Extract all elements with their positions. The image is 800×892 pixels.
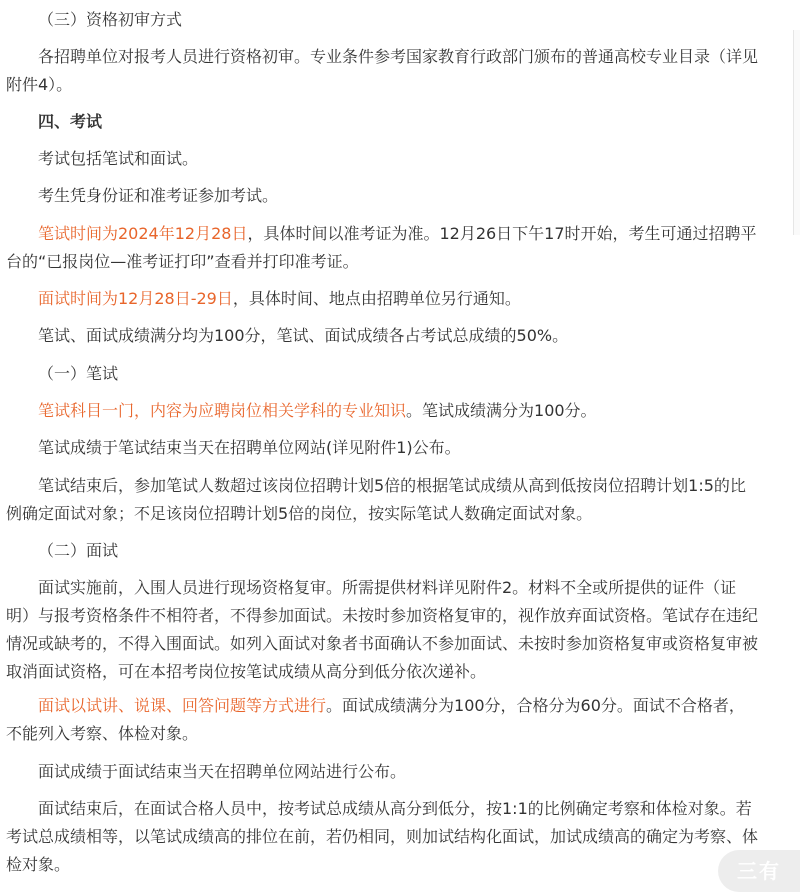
paragraph: 面试结束后，在面试合格人员中，按考试总成绩从高分到低分，按1:1的比例确定考察和体检对象。若考试总成绩相等，以笔试成绩高的排位在前，若仍相同，则加试结构化面试，加试成绩高的确定为考察、体检对象。: [6, 799, 759, 874]
paragraph: 笔试、面试成绩满分均为100分，笔试、面试成绩各占考试总成绩的50%。: [38, 326, 569, 345]
section-heading-written: （一）笔试: [38, 364, 119, 383]
section-heading-interview: （二）面试: [38, 541, 119, 560]
paragraph-written-time: 笔试时间为2024年12月28日，具体时间以准考证为准。12月26日下午17时开始，考生可通过招聘平台的“已报岗位—准考证打印”查看并打印准考证。: [6, 224, 757, 271]
paragraph-interview-time: 面试时间为12月28日-29日，具体时间、地点由招聘单位另行通知。: [38, 289, 521, 308]
section-heading-exam: 四、考试: [38, 112, 103, 131]
paragraph: 考试包括笔试和面试。: [38, 149, 199, 168]
watermark-logo: 三有: [718, 850, 800, 892]
highlight-text: 面试时间为12月28日-29日: [38, 289, 233, 308]
highlight-text: 笔试时间为2024年12月28日: [38, 224, 248, 243]
highlight-text: 面试以试讲、说课、回答问题等方式进行: [38, 696, 327, 715]
paragraph: 面试实施前，入围人员进行现场资格复审。所需提供材料详见附件2。材料不全或所提供的证件（证明）与报考资格条件不相符者，不得参加面试。未按时参加资格复审的，视作放弃面试资格。笔试存在违纪情况或缺考的，不得入围面试。如列入面试对象者书面确认不参加面试、未按时参加资格复审或资格复审被取消面试资格，可在本招考岗位按笔试成绩从高分到低分依次递补。: [6, 578, 759, 681]
paragraph-interview-format: 面试以试讲、说课、回答问题等方式进行。面试成绩满分为100分，合格分为60分。面试不合格者，不能列入考察、体检对象。: [6, 696, 745, 743]
paragraph: 笔试成绩于笔试结束当天在招聘单位网站(详见附件1)公布。: [38, 438, 461, 457]
paragraph-written-subject: 笔试科目一门，内容为应聘岗位相关学科的专业知识。笔试成绩满分为100分。: [38, 401, 597, 420]
section-heading-3: （三）资格初审方式: [38, 10, 183, 29]
paragraph: 各招聘单位对报考人员进行资格初审。专业条件参考国家教育行政部门颁布的普通高校专业目录（详见附件4）。: [6, 47, 759, 94]
scrollbar[interactable]: [793, 30, 800, 235]
paragraph: 笔试结束后，参加笔试人数超过该岗位招聘计划5倍的根据笔试成绩从高到低按岗位招聘计划1:5的比例确定面试对象；不足该岗位招聘计划5倍的岗位，按实际笔试人数确定面试对象。: [6, 476, 746, 523]
paragraph: 面试成绩于面试结束当天在招聘单位网站进行公布。: [38, 762, 407, 781]
paragraph: 考生凭身份证和准考证参加考试。: [38, 186, 279, 205]
highlight-text: 笔试科目一门，内容为应聘岗位相关学科的专业知识: [38, 401, 407, 420]
